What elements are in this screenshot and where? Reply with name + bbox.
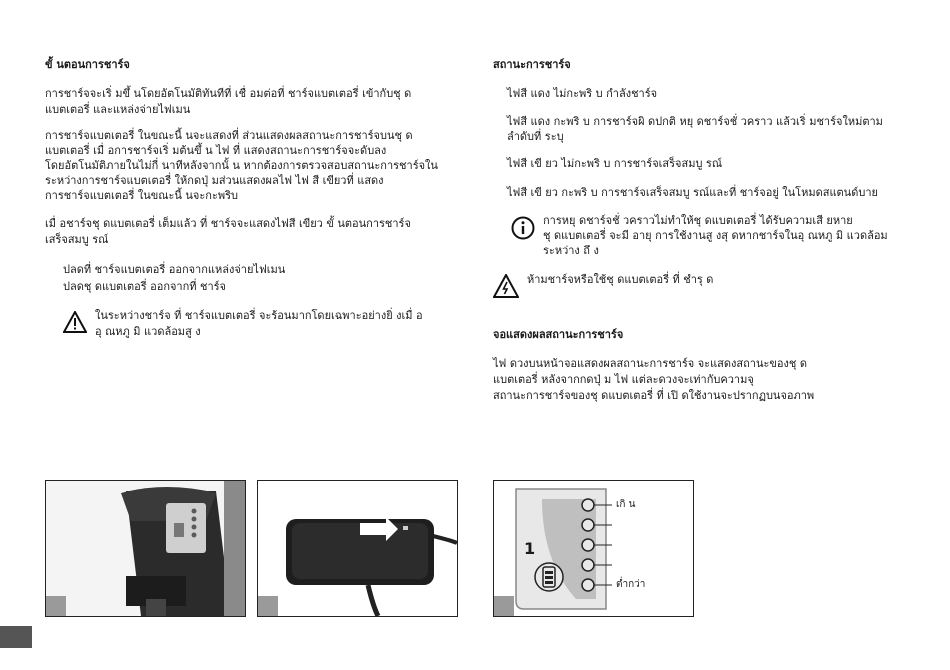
display-para-line-1: ไฟ ดวงบนหน้าจอแสดงผลสถานะการชาร์จ จะแสดงสถานะของชุ ด [493,357,807,370]
charger-figure [257,480,458,617]
led-top-label: เกิ น [616,499,636,510]
step-1: ปลดที่ ชาร์จแบตเตอรี่ ออกจากแหล่งจ่ายไฟเมน [63,263,286,276]
step-2: ปลดชุ ดแบตเตอรี่ ออกจากที่ ชาร์จ [63,280,227,293]
intro-line-1: การชาร์จจะเริ่ มขึ้ นโดยอัตโนมัติทันทีที่ เชื่ อมต่อที่ ชาร์จแบตเตอรี่ เข้ากับชุ ด [45,87,412,100]
para2-line-2: แบตเตอรี่ เมื่ อการชาร์จเริ่ มต้นขึ้ น ไฟ ที่ แสดงสถานะการชาร์จจะดับลง [45,144,387,157]
para3-line-1: เมื่ อชาร์จชุ ดแบตเตอรี่ เต็มแล้ว ที่ ชาร์จจะแสดงไฟสี เขียว ขั้ นตอนการชาร์จ [45,217,411,230]
para2-line-1: การชาร์จแบตเตอรี่ ในขณะนี้ นจะแสดงที่ ส่วนแสดงผลสถานะการชาร์จบนชุ ด [45,129,413,142]
display-para-line-2: แบตเตอรี่ หลังจากกดปุ่ ม ไฟ แต่ละดวงจะเท่ากับความจุ [493,373,754,386]
status-red-blink-line-1: ไฟสี แดง กะพริ บ การชาร์จผิ ดปกติ หยุ ดชาร์จชั่ วคราว แล้วเริ่ มชาร์จใหม่ตาม [507,115,883,128]
battery-pack-illustration [46,481,245,616]
warning-icon [63,311,87,333]
status-red-steady: ไฟสี แดง ไม่กะพริ บ กำลังชาร์จ [507,87,658,100]
info-line-2: ชุ ดแบตเตอรี่ จะมี อายุ การใช้งานสู งสุ ดหากชาร์จในอุ ณหภู มิ แวดล้อม [543,229,888,242]
figure-corner-marker [46,596,66,616]
para2-line-3: โดยอัตโนมัติภายในไม่กี่ นาทีหลังจากนั้ น หากต้องการตรวจสอบสถานะการชาร์จใน [45,159,438,172]
info-icon [511,216,535,240]
para2-line-4: ระหว่างการชาร์จแบตเตอรี่ ให้กดปุ่ มส่วนแสดงผลไฟ ไฟ สี เขียวที่ แสดง [45,174,384,187]
intro-line-2: แบตเตอรี่ และแหล่งจ่ายไฟเมน [45,103,191,116]
battery-pack-figure [45,480,246,617]
heat-warning-line-2: อุ ณหภู มิ แวดล้อมสู ง [95,325,201,338]
page-edge-tab [0,626,32,648]
status-red-blink-line-2: ลำดับที่ ระบุ [507,130,564,143]
figure-corner-marker [258,596,278,616]
electric-warning-icon [493,274,519,298]
charging-procedure-heading: ขั้ นตอนการชาร์จ [45,58,130,71]
info-line-3: ระหว่าง ถึ ง [543,244,599,257]
status-green-steady: ไฟสี เขี ยว ไม่กะพริ บ การชาร์จเสร็จสมบู รณ์ [507,157,723,170]
status-display-figure [493,480,694,617]
info-line-1: การหยุ ดชาร์จชั่ วคราวไม่ทำให้ชุ ดแบตเตอรี่ ได้รับความเสี ยหาย [543,214,853,227]
para2-line-5: การชาร์จแบตเตอรี่ ในขณะนี้ นจะกะพริบ [45,189,238,202]
heat-warning-line-1: ในระหว่างชาร์จ ที่ ชาร์จแบตเตอรี่ จะร้อนมากโดยเฉพาะอย่างยิ่ งเมื่ อ [95,309,423,322]
display-para-line-3: สถานะการชาร์จของชุ ดแบตเตอรี่ ที่ เปิ ดใช้งานจะปรากฏบนจอภาพ [493,389,815,402]
led-bottom-label: ต่ำกว่า [616,579,646,590]
charge-status-heading: สถานะการชาร์จ [493,58,571,71]
status-green-blink: ไฟสี เขี ยว กะพริ บ การชาร์จเสร็จสมบู รณ์และที่ ชาร์จอยู่ ในโหมดสแตนด์บาย [507,186,878,199]
display-number-label: 1 [524,539,536,558]
para3-line-2: เสร็จสมบู รณ์ [45,233,109,246]
status-display-heading: จอแสดงผลสถานะการชาร์จ [493,328,624,341]
charger-illustration [258,481,457,616]
damaged-battery-warning: ห้ามชาร์จหรือใช้ชุ ดแบตเตอรี่ ที่ ชำรุ ด [527,273,714,286]
figure-corner-marker [494,596,514,616]
